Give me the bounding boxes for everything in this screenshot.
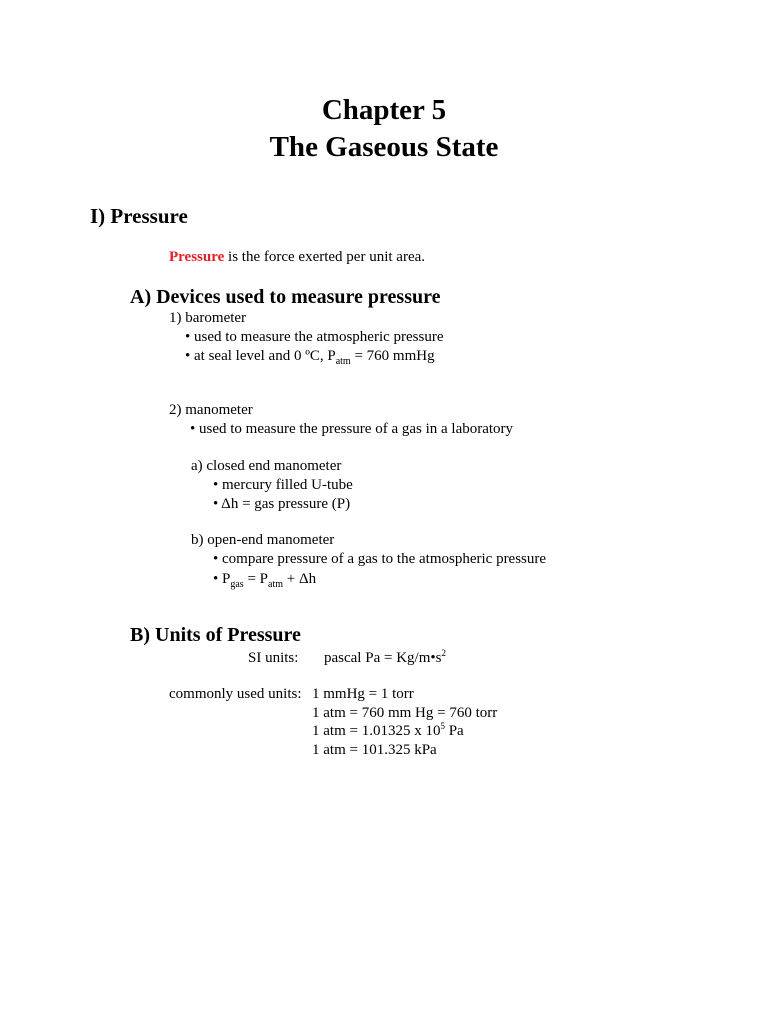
barometer-bullet-2 [185,348,435,365]
unit-row-3-text: 1 atm = 1.01325 x 10 [312,723,441,739]
unit-row-3-suffix: Pa [444,723,464,739]
unit-row-3 [312,723,464,740]
definition-text: is the force exerted per unit area. [224,249,426,265]
open-bullet-2-part-1: • P [213,571,231,587]
manometer-bullet-1: • used to measure the pressure of a gas in a laboratory [190,421,514,437]
chapter-name: The Gaseous State [269,131,499,163]
open-bullet-2-part-3: + Δh [283,571,317,587]
si-units-text: pascal Pa = Kg/m•s [324,650,442,666]
definition-term: Pressure [169,249,225,265]
closed-manometer-label: a) closed end manometer [191,458,342,474]
open-bullet-2-sub-atm: atm [268,579,283,590]
barometer-bullet-2-prefix: • at seal level and 0 ºC, P [185,348,336,364]
unit-row-2: 1 atm = 760 mm Hg = 760 torr [312,705,498,721]
manometer-label: 2) manometer [169,402,253,418]
barometer-bullet-1: • used to measure the atmospheric pressure [185,329,444,345]
open-manometer-label: b) open-end manometer [191,532,335,548]
open-bullet-2-part-2: = P [243,571,268,587]
common-units-label: commonly used units: [169,686,302,702]
si-units-value [324,650,446,667]
unit-row-4: 1 atm = 101.325 kPa [312,742,437,758]
closed-manometer-bullet-1: • mercury filled U-tube [213,477,353,493]
chapter-number: Chapter 5 [321,94,447,126]
si-units-superscript: 2 [441,648,446,658]
section-heading-pressure: I) Pressure [90,204,188,228]
barometer-bullet-2-suffix: = 760 mmHg [350,348,435,364]
open-manometer-bullet-2 [213,571,316,588]
barometer-bullet-2-subscript: atm [335,356,351,367]
subsection-heading-units: B) Units of Pressure [130,624,301,646]
barometer-label: 1) barometer [169,310,247,326]
open-manometer-bullet-1: • compare pressure of a gas to the atmospheric pressure [213,551,547,567]
si-units-label: SI units: [248,650,299,666]
subsection-heading-devices: A) Devices used to measure pressure [130,286,441,308]
closed-manometer-bullet-2: • Δh = gas pressure (P) [213,496,351,512]
open-bullet-2-sub-gas: gas [230,579,244,590]
unit-row-1: 1 mmHg = 1 torr [312,686,414,702]
unit-row-3-superscript: 5 [440,721,445,731]
pressure-definition [169,249,425,266]
